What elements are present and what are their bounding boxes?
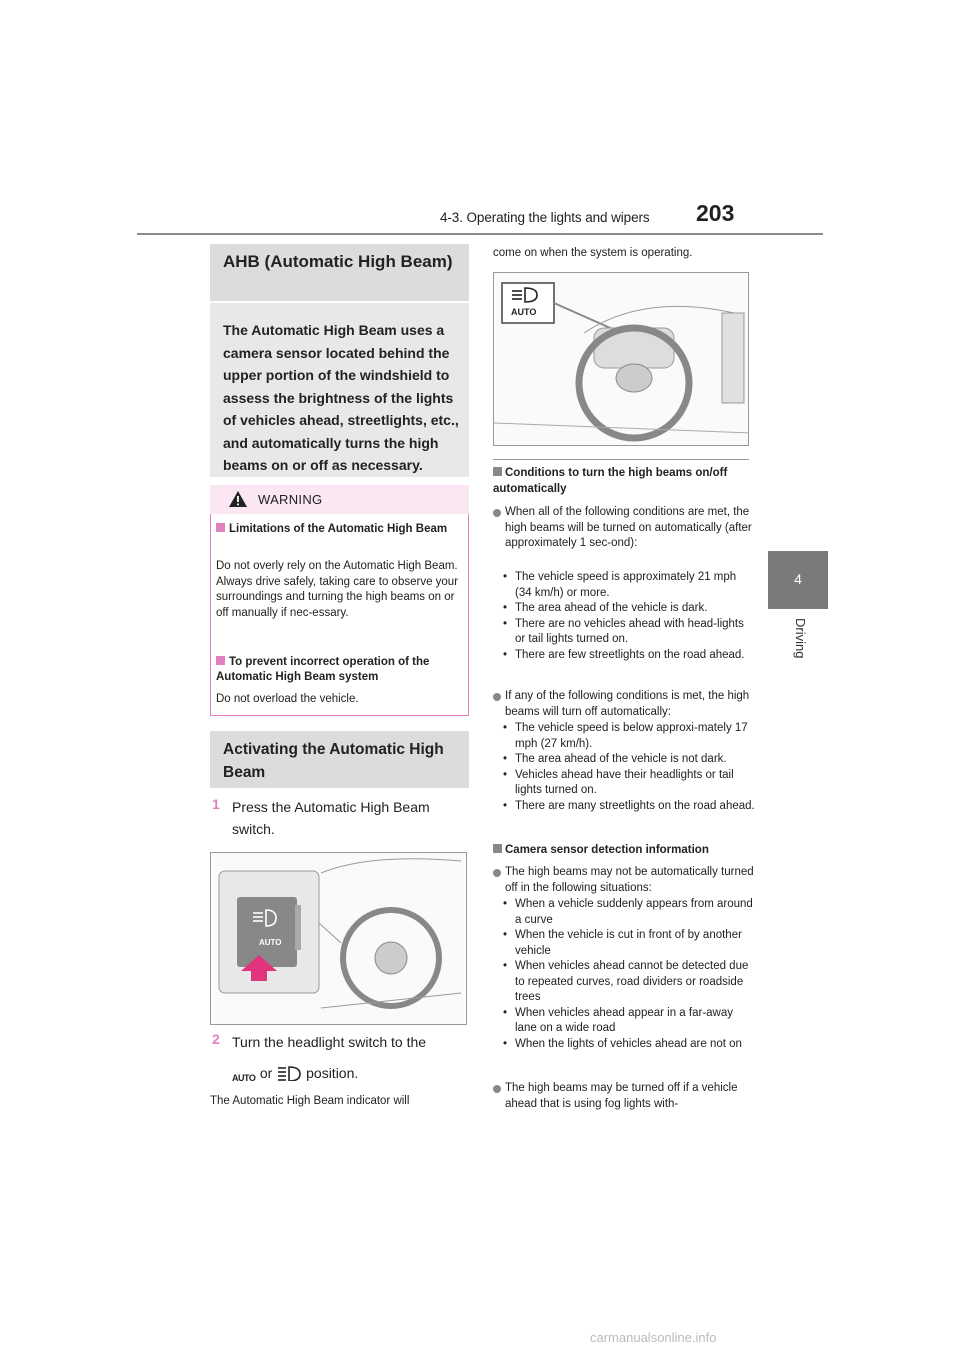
chapter-label-text: Driving	[793, 618, 808, 659]
activate-heading	[210, 731, 469, 788]
list-item: • When vehicles ahead cannot be detected due to repeated curves, road dividers or roadside trees	[503, 960, 749, 1003]
list-item: • The area ahead of the vehicle is not dark.	[503, 753, 727, 765]
cam-intro: The high beams may not be automatically turned off in the following situations:	[493, 865, 755, 896]
chapter-label	[760, 616, 836, 696]
dashboard-illustration	[493, 272, 749, 446]
on-list	[493, 570, 755, 663]
list-item: • The vehicle speed is below approxi-mately 17 mph (27 km/h).	[503, 722, 748, 750]
switch-illustration	[210, 852, 467, 1025]
warning-sub-1: Limitations of the Automatic High Beam	[216, 522, 456, 537]
step-2: 2 Turn the headlight switch to the	[212, 1031, 427, 1050]
switch-auto-label: AUTO	[259, 938, 282, 947]
section-rule	[493, 459, 749, 460]
warning-sub-2: To prevent incorrect operation of the Automatic High Beam system	[216, 656, 430, 683]
list-item: • When the lights of vehicles ahead are not on	[503, 1037, 742, 1050]
chapter-tab	[768, 551, 828, 609]
ahb-intro-box	[210, 303, 469, 477]
list-item: • There are no vehicles ahead with head-lights or tail lights turned on.	[503, 617, 744, 645]
page-number: 203	[696, 200, 735, 226]
warning-header	[210, 485, 469, 514]
off-list	[493, 721, 755, 814]
cam-list	[493, 897, 755, 1052]
list-item: • When the vehicle is cut in front of by another vehicle	[503, 929, 742, 957]
off-intro: If any of the following conditions is met, the high beams will turn off automatically:	[493, 689, 755, 720]
indicator-auto-label: AUTO	[511, 307, 537, 317]
list-item: • There are many streetlights on the road ahead.	[503, 799, 755, 812]
ahb-heading-text: AHB (Automatic High Beam)	[223, 252, 453, 271]
step-2-positions: AUTO or position.	[232, 1062, 472, 1089]
watermark: carmanualsonline.info	[590, 1330, 717, 1345]
header-rule	[137, 233, 823, 235]
warning-text-2: Do not overload the vehicle.	[216, 693, 359, 705]
cond-heading: Conditions to turn the high beams on/off automatically	[493, 467, 728, 495]
list-item: • There are few streetlights on the road ahead.	[503, 648, 745, 661]
section-title: 4-3. Operating the lights and wipers	[440, 210, 650, 225]
step-1: 1 Press the Automatic High Beam switch.	[212, 796, 430, 837]
warning-title: WARNING	[258, 492, 323, 507]
on-intro: When all of the following conditions are met, the high beams will be turned on automatically (after approximately 1 sec-ond):	[493, 505, 755, 552]
warning-text-1: Do not overly rely on the Automatic High Beam. Always drive safely, taking care to observe your surroundings and turning the high beams on or off manually if nec-essary.	[216, 560, 459, 619]
list-item: • When vehicles ahead appear in a far-away lane on a wide road	[503, 1006, 733, 1034]
indicator-text: The Automatic High Beam indicator will	[210, 1095, 410, 1107]
ahb-intro-text: The Automatic High Beam uses a camera sensor located behind the upper portion of the windshield to assess the brightness of the lights of vehicles ahead, streetlights, etc., and automatically turns the high beams on or off as necessary.	[223, 322, 459, 473]
auto-position-icon: AUTO	[232, 1073, 256, 1083]
fog-text: The high beams may be turned off if a vehicle ahead that is using fog lights with-	[493, 1081, 755, 1112]
warning-triangle-icon	[228, 490, 248, 508]
ahb-heading	[210, 244, 469, 301]
list-item: • Vehicles ahead have their headlights or tail lights turned on.	[503, 768, 734, 796]
high-beam-icon	[276, 1065, 302, 1081]
list-item: • The area ahead of the vehicle is dark.	[503, 602, 708, 614]
cam-heading: Camera sensor detection information	[493, 843, 755, 859]
activate-heading-text: Activating the Automatic High Beam	[223, 741, 444, 781]
list-item: • When a vehicle suddenly appears from around a curve	[503, 898, 753, 926]
list-item: • The vehicle speed is approximately 21 mph (34 km/h) or more.	[503, 571, 737, 599]
indicator-cont: come on when the system is operating.	[493, 247, 693, 259]
chapter-tab-number: 4	[794, 571, 802, 587]
